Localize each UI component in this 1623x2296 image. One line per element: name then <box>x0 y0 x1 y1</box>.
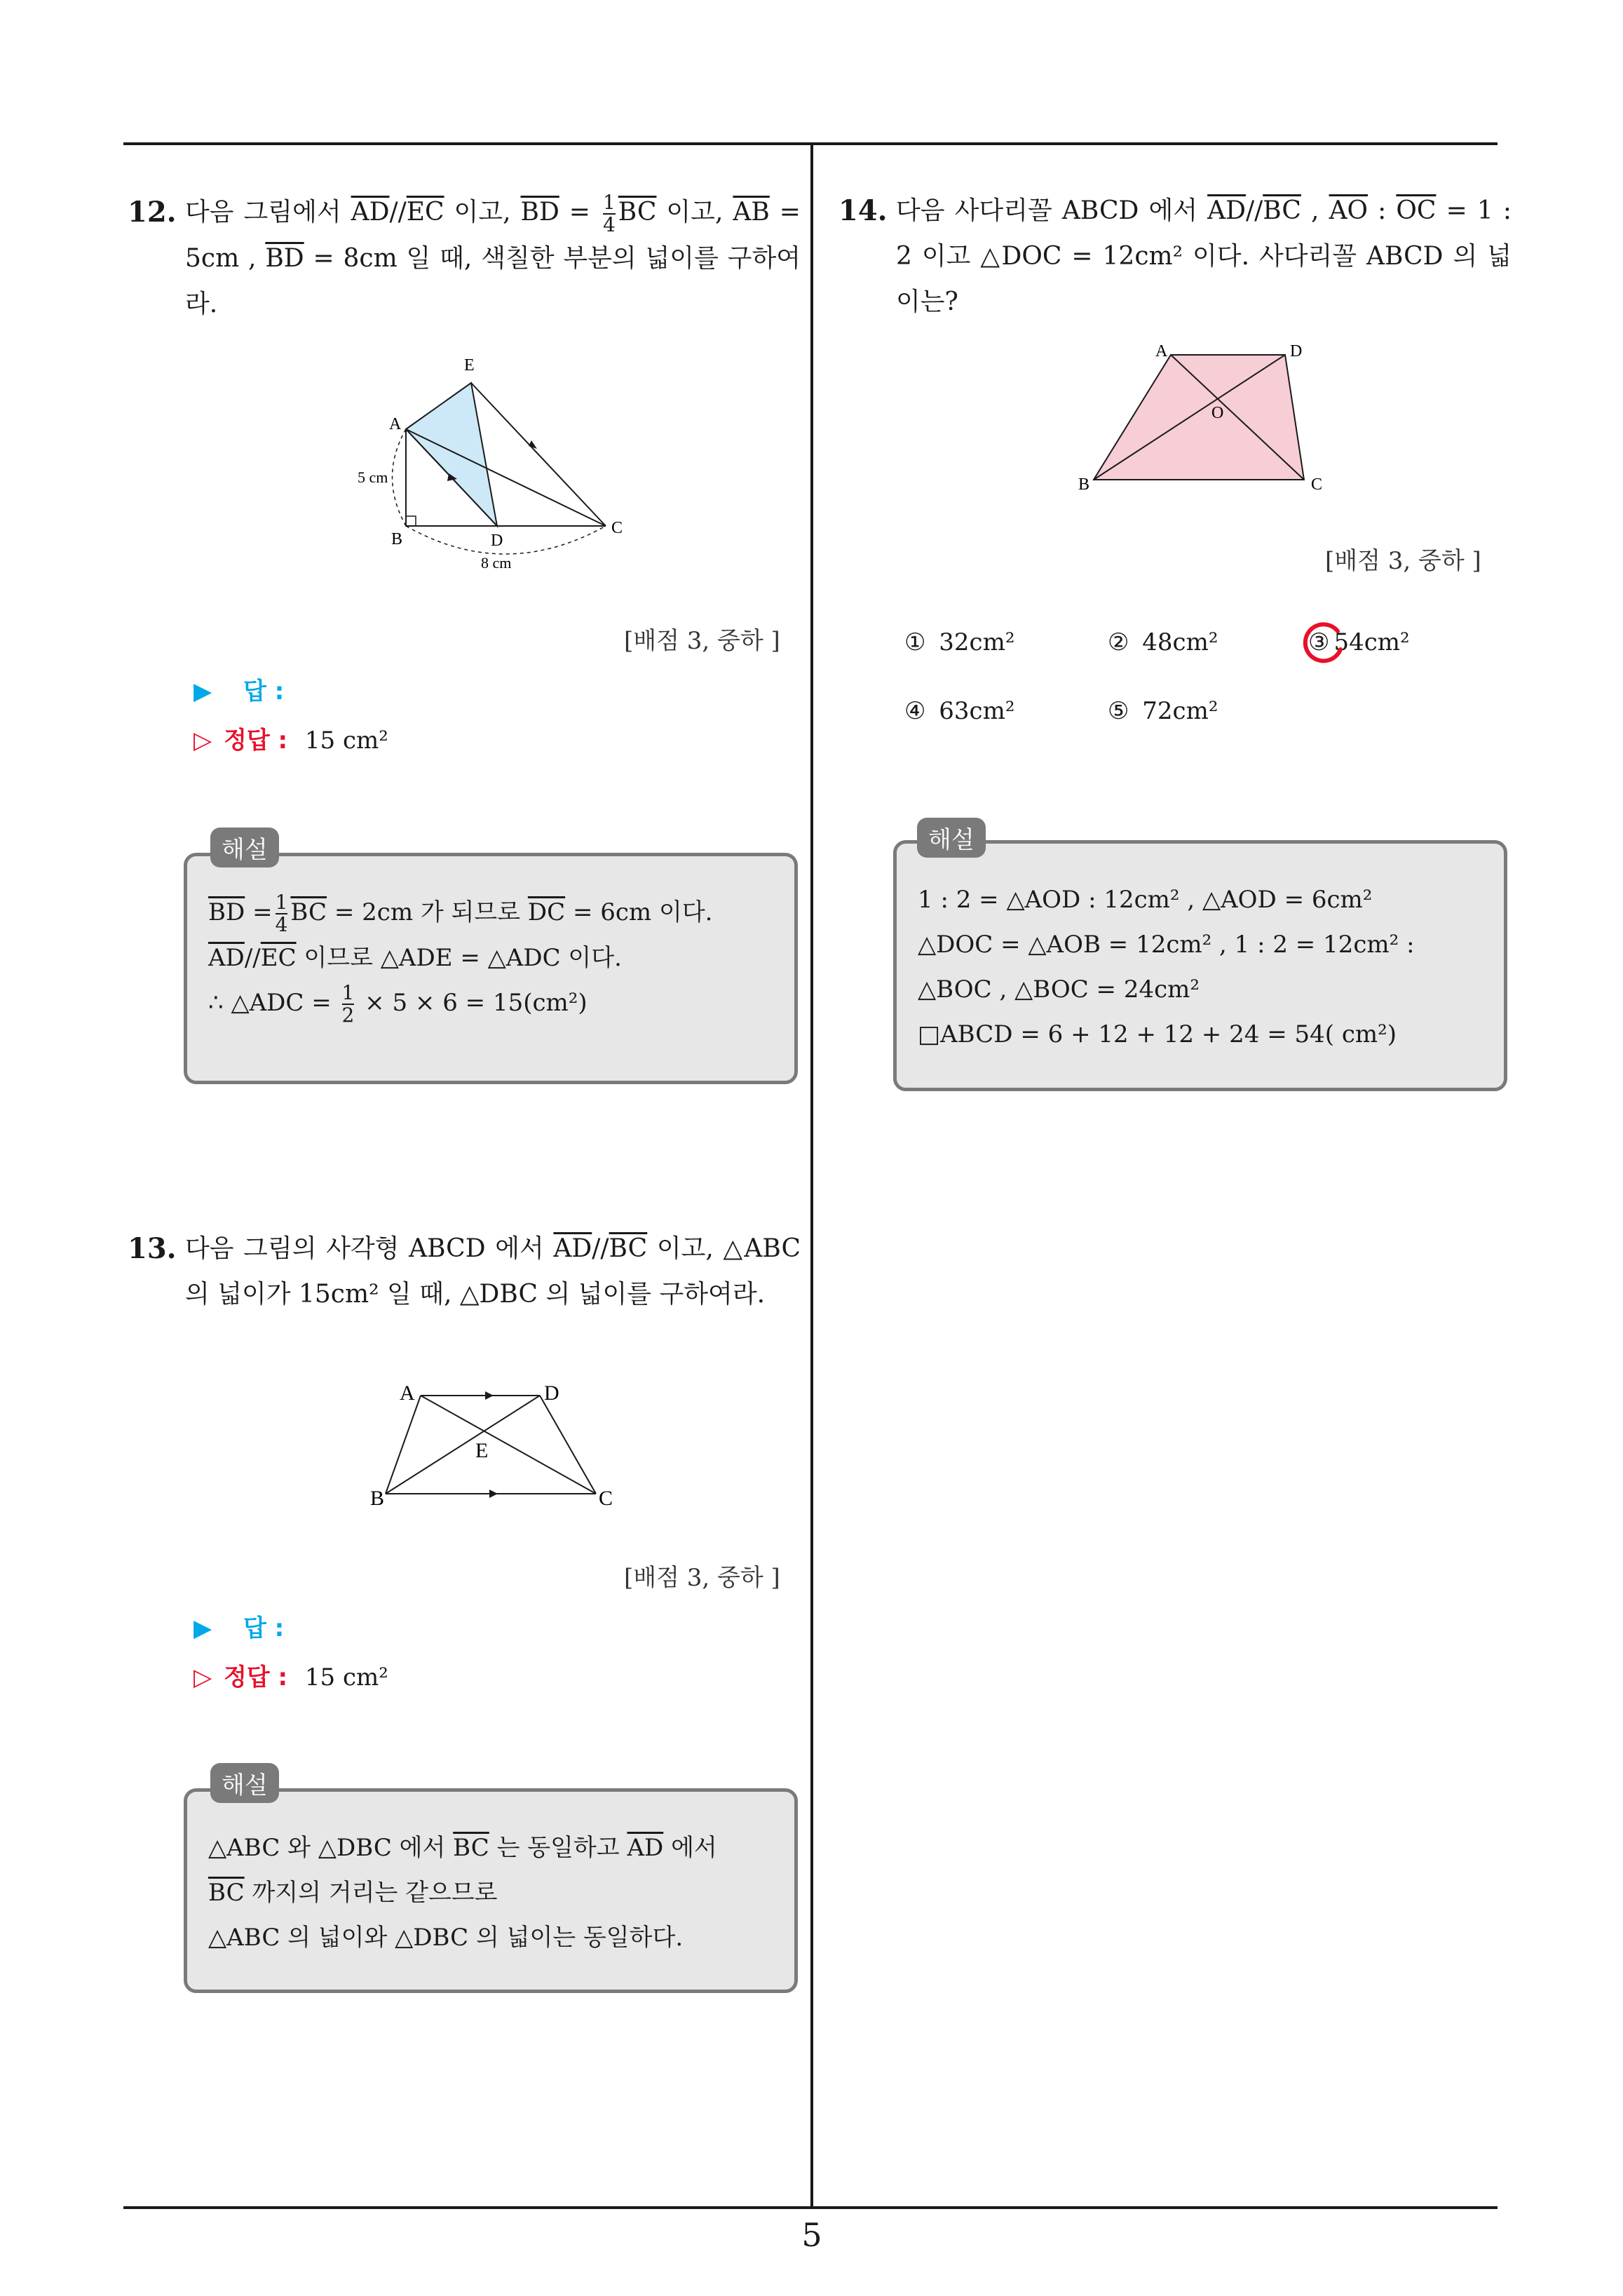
label-E: E <box>464 356 475 374</box>
label-A: A <box>389 415 402 433</box>
choice-3-mark: ③ <box>1308 628 1330 656</box>
shaded-triangle <box>406 383 497 526</box>
label-C: C <box>1311 475 1323 494</box>
play-icon: ▶ <box>193 1614 212 1642</box>
solution-tag: 해설 <box>210 828 279 867</box>
question-text: 다음 사다리꼴 ABCD 에서 $\overline{AD}//\overline{BC}$ , $\overline{AO}$ : $\overline{OC} = 1$ : 2 이고 △DOC = 12cm² 이다. 사다리꼴 ABCD 의 넓이는? <box>896 196 1512 316</box>
label-E: E <box>475 1439 489 1462</box>
correct-answer-line: ▷ 정답 : 15 cm² <box>193 727 388 755</box>
label-A: A <box>400 1382 415 1405</box>
label-C: C <box>611 519 623 537</box>
choice-1[interactable]: ① 32cm² <box>904 628 1015 656</box>
choice-3[interactable]: ③ 54cm² <box>1308 628 1410 656</box>
correct-answer-value: 15 cm² <box>304 1663 388 1691</box>
score-difficulty: [배점 3, 중하 ] <box>624 627 780 655</box>
score-difficulty: [배점 3, 중하 ] <box>624 1564 780 1592</box>
answer-line: ▶ 답 : <box>193 677 285 705</box>
solution-line: 1 : 2 = △AOD : 12cm² , △AOD = 6cm² <box>918 886 1373 914</box>
fraction: $\frac{1}{4}$ <box>602 191 616 236</box>
question-text: 다음 그림에서 $\overline{AD}//\overline{EC}$ 이고, $\overline{BD}$ = $\frac{1}{4}$ $\overline{BC}$ 이고, $\overline{AB} = 5cm$ , $\overline{BD} = 8cm$ 일 때, 색칠한 부분의 넓이를 구하여라. <box>185 191 801 318</box>
label-O: O <box>1211 404 1224 422</box>
outline-play-icon: ▷ <box>193 1663 212 1691</box>
solution-line: $\overline{AD}//\overline{EC}$ 이므로 △ADE = △ADC 이다. <box>208 944 622 972</box>
solution-line: △BOC , △BOC = 24cm² <box>918 975 1200 1004</box>
question-number: 13. <box>128 1232 177 1265</box>
solution-line: $\overline{BD}$ = $\frac{1}{4}$ $\overline{BC} = 2cm$ 가 되므로 $\overline{DC} = 6cm$ 이다. <box>208 891 713 936</box>
solution-line: □ABCD = 6 + 12 + 12 + 24 = 54( cm²) <box>918 1020 1397 1048</box>
label-B: B <box>391 530 403 548</box>
label-D: D <box>1290 342 1303 360</box>
solution-line: △DOC = △AOB = 12cm² , 1 : 2 = 12cm² : <box>918 931 1415 959</box>
label-C: C <box>599 1487 613 1510</box>
figure-q14 <box>1073 339 1339 494</box>
question-number: 12. <box>128 196 177 229</box>
question-14 <box>838 188 1512 325</box>
solution-box-q13 <box>184 1788 798 1993</box>
label-B: B <box>1078 475 1090 494</box>
question-text: 다음 그림의 사각형 ABCD 에서 $\overline{AD}//\overline{BC}$ 이고, △ABC 의 넓이가 15cm² 일 때, △DBC 의 넓이를 구하여라. <box>185 1234 801 1309</box>
solution-tag: 해설 <box>210 1763 279 1803</box>
solution-line: ∴ △ADC = $\frac{1}{2}$ × 5 × 6 = 15(cm²) <box>208 981 588 1027</box>
solution-box-q14 <box>893 840 1507 1091</box>
label-side-ab: 5 cm <box>358 468 388 486</box>
answer-line: ▶ 답 : <box>193 1614 285 1642</box>
label-A: A <box>1155 342 1168 360</box>
correct-answer-line: ▷ 정답 : 15 cm² <box>193 1663 388 1691</box>
label-D: D <box>491 532 503 550</box>
solution-box-q12 <box>184 853 798 1084</box>
solution-tag: 해설 <box>917 818 986 858</box>
outline-play-icon: ▷ <box>193 727 212 755</box>
question-12 <box>128 189 801 327</box>
solution-line: △ABC 와 △DBC 에서 $\overline{BC}$ 는 동일하고 $\overline{AD}$ 에서 <box>208 1834 717 1862</box>
play-icon: ▶ <box>193 677 212 705</box>
score-difficulty: [배점 3, 중하 ] <box>1325 547 1481 575</box>
label-B: B <box>370 1487 385 1510</box>
correct-answer-value: 15 cm² <box>304 727 388 755</box>
selected-circle-icon <box>1298 619 1349 669</box>
figure-q13 <box>365 1375 617 1515</box>
figure-q12 <box>351 351 645 582</box>
label-side-bc: 8 cm <box>481 554 512 572</box>
label-D: D <box>544 1382 559 1405</box>
choice-4[interactable]: ④ 63cm² <box>904 697 1015 725</box>
page-number: 5 <box>801 2216 822 2254</box>
question-number: 14. <box>838 194 888 227</box>
solution-line: △ABC 의 넓이와 △DBC 의 넓이는 동일하다. <box>208 1924 684 1952</box>
solution-line: $\overline{BC}$ 까지의 거리는 같으므로 <box>208 1879 498 1907</box>
bottom-rule <box>123 2206 1498 2209</box>
question-13 <box>128 1226 801 1317</box>
choice-5[interactable]: ⑤ 72cm² <box>1108 697 1218 725</box>
choice-2[interactable]: ② 48cm² <box>1108 628 1218 656</box>
column-divider <box>810 142 813 2208</box>
shaded-trapezoid <box>1094 355 1304 480</box>
